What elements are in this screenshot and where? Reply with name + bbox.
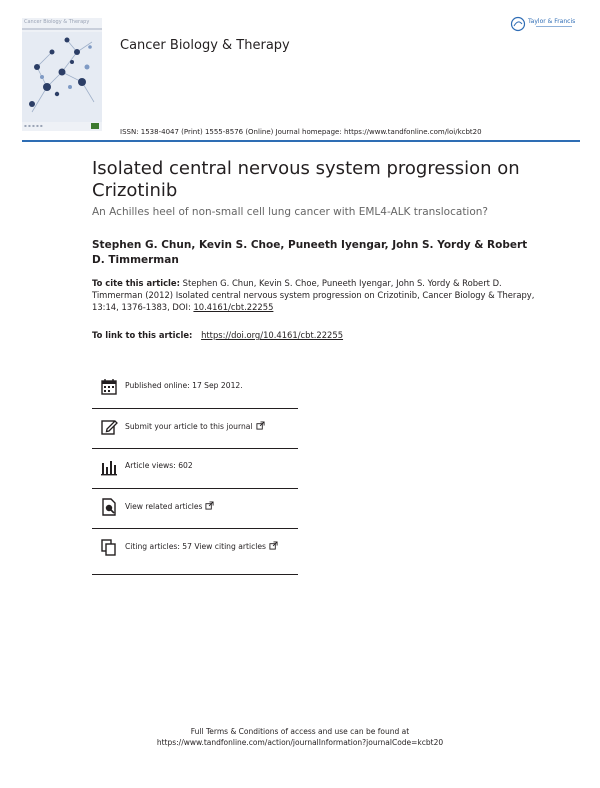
publisher-name: Taylor & Francis: [528, 18, 576, 25]
journal-cover-thumbnail: Cancer Biology & Therapy ▪ ▪ ▪ ▪ ▪: [22, 18, 102, 131]
panel-divider: [92, 574, 298, 575]
related-articles-link[interactable]: View related articles: [125, 502, 203, 511]
article-subtitle: An Achilles heel of non-small cell lung cancer with EML4-ALK translocation?: [92, 206, 489, 218]
external-link-icon: [256, 421, 265, 430]
related-articles-row[interactable]: [92, 494, 298, 524]
article-authors: Stephen G. Chun, Kevin S. Choe, Puneeth Iyengar, John S. Yordy & Robert D. Timmerman: [92, 239, 528, 266]
submit-article-row[interactable]: [92, 414, 298, 444]
citation-doi-link[interactable]: 10.4161/cbt.22255: [193, 302, 274, 312]
citation-block: [92, 277, 548, 313]
article-link-block: [92, 330, 548, 340]
cover-title: Cancer Biology & Therapy: [24, 19, 90, 25]
issn-line: [120, 128, 482, 136]
citing-articles-row[interactable]: [92, 534, 298, 564]
journal-name: Cancer Biology & Therapy: [120, 38, 290, 53]
published-row: [92, 374, 298, 404]
journal-homepage-link[interactable]: https://www.tandfonline.com/loi/kcbt20: [343, 128, 482, 136]
document-search-icon: [100, 498, 118, 516]
footer-terms-link[interactable]: https://www.tandfonline.com/action/journalInformation?journalCode=kcbt20: [156, 738, 444, 747]
article-title: Isolated central nervous system progression on Crizotinib: [92, 158, 520, 201]
article-views-row: [92, 454, 298, 484]
citing-articles-link[interactable]: Citing articles: 57 View citing articles: [125, 542, 266, 551]
publisher-logo-icon: [510, 16, 526, 32]
panel-divider: [92, 528, 298, 529]
cover-cell-image: [22, 32, 102, 122]
article-views: Article views: 602: [125, 461, 193, 470]
header-divider: [22, 140, 580, 142]
footer-terms: Full Terms & Conditions of access and use can be found at: [190, 727, 410, 736]
submit-article-link[interactable]: Submit your article to this journal: [125, 422, 253, 431]
citation-label: To cite this article:: [92, 278, 180, 288]
panel-divider: [92, 408, 298, 409]
edit-icon: [100, 418, 118, 436]
panel-divider: [92, 448, 298, 449]
footer: [0, 726, 600, 748]
calendar-icon: [100, 378, 118, 396]
panel-divider: [92, 488, 298, 489]
published-date: Published online: 17 Sep 2012.: [125, 381, 243, 390]
link-label: To link to this article:: [92, 330, 193, 340]
issn-text: ISSN: 1538-4047 (Print) 1555-8576 (Online) Journal homepage:: [120, 128, 344, 136]
publisher-logo[interactable]: [510, 16, 582, 38]
external-link-icon: [269, 541, 278, 550]
article-doi-link[interactable]: https://doi.org/10.4161/cbt.22255: [201, 330, 344, 340]
bar-chart-icon: [100, 458, 118, 476]
citation-text: Stephen G. Chun, Kevin S. Choe, Puneeth Iyengar, John S. Yordy & Robert D. Timmerman (2012) Isolated central nervous system progression on Crizotinib, Cancer Biology & Therapy, 13:14, 1376-1383, DOI:: [92, 278, 535, 312]
copy-documents-icon: [100, 538, 118, 556]
cover-publisher-logo: [91, 123, 99, 129]
external-link-icon: [205, 501, 214, 510]
